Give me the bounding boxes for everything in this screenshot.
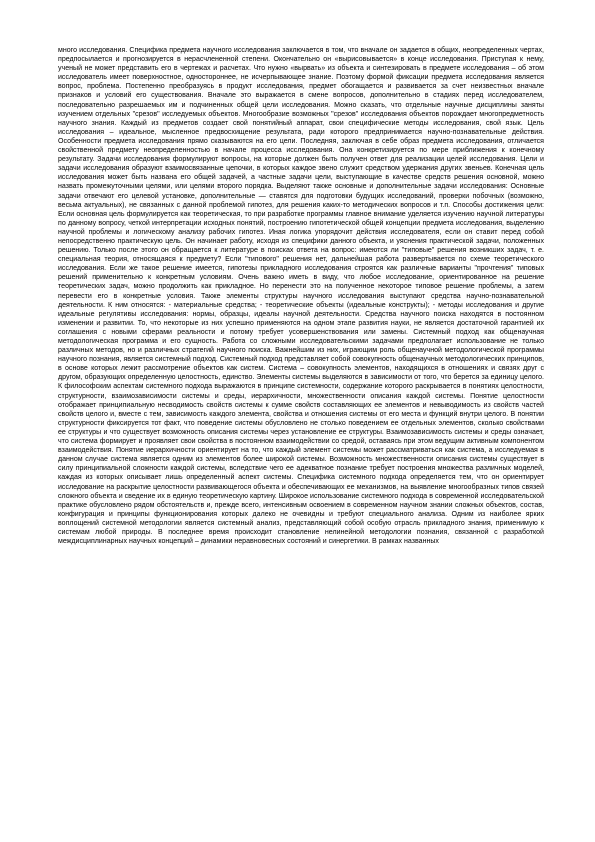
body-paragraph: много исследования. Специфика предмета научного исследования заключается в том, что вначале он задается в общих, неопределенных чертах, предпосылается и прогнозируется в нерасчлененной степени. Окончательно он «вырисовывается» в конце исследования. Приступая к нему, ученый не может представить его в чертежах и расчетах. Что нужно «вырвать» из объекта и синтезировать в предмете исследования – об этом исследователь имеет поверхностное, одностороннее, не исчерпывающее знание. Поэтому формой фиксации предмета исследования является вопрос, проблема. Постепенно преобразуясь в продукт исследования, предмет обогащается и развивается за счет неизвестных вначале признаков и условий его существования. Вначале это выражается в смене вопросов, дополнительно в стадиях перед исследователем, последовательно разрешаемых им и подчиненных общей цели исследования. Можно сказать, что отдельные научные дисциплины заняты изучением отдельных "срезов" исследуемых объектов. Многообразие возможных "срезов" исследования объектов порождает многопредметность научного знания. Каждый из предметов создает свой понятийный аппарат, свои специфические методы исследования, свой язык. Цель исследования – идеальное, мысленное предвосхищение результата, ради которого предпринимается научно-познавательные действия. Особенности предмета исследования прямо сказываются на его цели. Последняя, заключая в себе образ предмета исследования, отличается свойственной предмету неопределенностью в начале процесса исследования. Она конкретизируется по мере приближения к конечному результату. Задачи исследования формулируют вопросы, на которые должен быть получен ответ для реализации целей исследования. Цели и задачи исследования образуют взаимосвязанные цепочки, в которых каждое звено служит средством удержания других звеньев. Конечная цель исследования может быть названа его общей задачей, а частные задачи цели, выступающие в качестве средств решения основной, можно назвать промежуточными целями, или целями второго порядка. Выделяют также основные и дополнительные задачи исследования: Основные задачи отвечают его целевой установке, дополнительные — ставятся для подготовки будущих исследований, проверки побочных (возможно, весьма актуальных), не связанных с данной проблемой гипотез, для решения каких-то методических вопросов и т.п. Способы достижения цели: Если основная цель формулируется как теоретическая, то при разработке программы главное внимание уделяется изучению научной литературы по данному вопросу, четкой интерпретации исходных понятий, построению гипотетической общей концепции предмета исследования, выделению научной проблемы и логическому анализу рабочих гипотез. Иная логика упорядочит действия исследователя, если он ставит перед собой непосредственно практическую цель. Он начинает работу, исходя из специфики данного объекта, и уяснения практической задачи, положенных решению. Только после этого он обращается к литературе в поисках ответа на вопрос: имеются ли "типовые" решения возникших задач, т. е. специальная теория, относящаяся к предмету? Если "типового" решения нет, дальнейшая работа развертывается по схеме теоретического исследования. Если же такое решение имеется, гипотезы прикладного исследования строятся как различные варианты "прочтения" типовых решений применительно к конкретным условиям. Очень важно иметь в виду, что любое исследование, ориентированное на решение теоретических задач, можно продолжить как прикладное. Но перенести это на полученное некоторое типовое решение проблемы, а затем перевести его в конкретные условия. Также элементы структуры научного исследования выступают средства научно-познавательной деятельности. К ним относятся: - материальные средства; - теоретические объекты (идеальные конструкты); - методы исследования и другие идеальные регулятивы исследования: нормы, образцы, идеалы научной деятельности. Средства научного поиска находятся в постоянном изменении и развитии. То, что некоторые из них успешно применяются на одном этапе развития науки, не является достаточной гарантией их соглашения с новыми сферами реальности и потому требует усовершенствования или замены. Системный подход как общенаучная методологическая программа и его сущность. Работа со сложными исследовательскими задачами предполагает использование не только различных методов, но и различных стратегий научного поиска. Важнейшим из них, играющим роль общенаучной методологической программы научного познания, является системный подход. Системный подход представляет собой совокупность общенаучных методологических принципов, в основе которых лежит рассмотрение объектов как систем. Система – совокупность элементов, находящихся в отношениях и связях друг с другом, образующих определенную целостность, единство. Элементы системы выделяются в зависимости от того, что берется за единицу целого. К философским аспектам системного подхода выражаются в принципе системности, содержание которого раскрывается в понятиях целостности, структурности, взаимозависимости системы и среды, иерархичности, множественности описания каждой системы. Понятие целостности отображает принципиальную несводимость свойств системы к сумме свойств составляющих ее элементов и невыводимость из свойств частей свойств целого и, вместе с тем, зависимость каждого элемента, свойства и отношения системы от его места и функций внутри целого. В понятии структурности фиксируется тот факт, что поведение системы обусловлено не столько поведением ее отдельных элементов, сколько свойствами ее структуры и что существует возможность описания системы через установление ее структуры. Взаимозависимость системы и среды означает, что система формирует и проявляет свои свойства в постоянном взаимодействии со средой, оставаясь при этом ведущим активным компонентом взаимодействия. Понятие иерархичности ориентирует на то, что каждый элемент системы может рассматриваться как система, а исследуемая в данном случае система является одним из элементов более широкой системы. Возможность множественности описания системы существует в силу принципиальной сложности каждой системы, вследствие чего ее адекватное познание требует построения множества различных моделей, каждая из которых описывает лишь определенный аспект системы. Специфика системного подхода определяется тем, что он ориентирует исследование на раскрытие целостности развивающегося объекта и обеспечивающих ее механизмов, на выявление многообразных типов связей сложного объекта и сведение их в единую теоретическую картину. Широкое использование системного подхода в современной исследовательской практике обусловлено рядом обстоятельств и, прежде всего, интенсивным освоением в современном научном знании сложных объектов, состав, конфигурация и принципы функционирования которых далеко не очевидны и требуют специального анализа. Одним из наиболее ярких воплощений системной методологии является системный анализ, представляющий собой особую отрасль прикладного знания, применимую к системам любой природы. В последнее время происходит становление нелинейной методологии познания, связанной с разработкой междисциплинарных научных концепций – динамики неравновесных состояний и синергетики. В рамках названных	[58, 47, 544, 546]
document-page	[58, 46, 544, 546]
